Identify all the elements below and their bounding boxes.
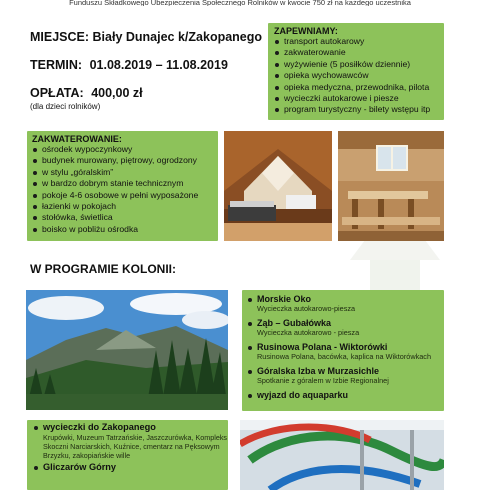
guarantee-item: opieka medyczna, przewodnika, pilota	[274, 82, 444, 93]
guarantee-item: program turystyczny - bilety wstępu itp	[274, 104, 444, 115]
accommodation-list	[32, 144, 218, 235]
program-item-title: Rusinowa Polana - Wiktorówki	[257, 342, 388, 352]
trip-item-title: Gliczarów Górny	[43, 462, 117, 472]
term-field	[30, 58, 228, 72]
program-item-title: Ząb – Gubałówka	[257, 318, 332, 328]
accommodation-title: ZAKWATEROWANIE:	[32, 134, 122, 144]
fee-label: OPŁATA:	[30, 86, 84, 100]
dining-room-photo	[338, 131, 444, 241]
program-item-subtitle: Spotkanie z góralem w Izbie Regionalnej	[257, 376, 389, 385]
accommodation-item: w stylu „góralskim”	[32, 167, 218, 178]
trip-item	[33, 462, 228, 473]
guarantee-item: wycieczki autokarowe i piesze	[274, 93, 444, 104]
fee-field	[30, 86, 143, 100]
place-value: Biały Dunajec k/Zakopanego	[92, 30, 263, 44]
trip-item-title: wycieczki do Zakopanego	[43, 422, 156, 432]
guarantee-list	[274, 36, 444, 116]
program-item-subtitle: Wycieczka autokarowo-piesza	[257, 304, 356, 313]
tatra-mountains-photo	[26, 290, 228, 410]
term-label: TERMIN:	[30, 58, 83, 72]
top-note: Funduszu Składkowego Ubezpieczenia Społecznego Rolników w kwocie 750 zł na każdego uczestnika	[69, 0, 411, 6]
guarantee-item: wyżywienie (5 posiłków dziennie)	[274, 59, 444, 70]
accommodation-item: pokoje 4-6 osobowe w pełni wyposażone	[32, 190, 218, 201]
accommodation-item: boisko w pobliżu ośrodka	[32, 224, 218, 235]
guarantee-item: transport autokarowy	[274, 36, 444, 47]
program-item	[247, 318, 444, 337]
trip-item	[33, 422, 228, 460]
guarantee-item: opieka wychowawców	[274, 70, 444, 81]
program-item-title: Góralska Izba w Murzasichle	[257, 366, 380, 376]
program-item-subtitle: Wycieczka autokarowo - piesza	[257, 328, 360, 337]
guarantee-box	[268, 23, 444, 120]
place-field	[30, 30, 262, 44]
accommodation-item: budynek murowany, piętrowy, ogrodzony	[32, 155, 218, 166]
accommodation-item: stołówka, świetlica	[32, 212, 218, 223]
place-label: MIEJSCE:	[30, 30, 90, 44]
fee-value: 400,00 zł	[91, 86, 143, 100]
attic-room-photo	[224, 131, 332, 241]
program-item-subtitle: Rusinowa Polana, bacówka, kaplica na Wiktorówkach	[257, 352, 431, 361]
program-item	[247, 366, 444, 385]
program-heading: W PROGRAMIE KOLONII:	[30, 262, 176, 276]
term-value: 01.08.2019 – 11.08.2019	[89, 58, 228, 72]
program-item-title: Morskie Oko	[257, 294, 312, 304]
program-item	[247, 294, 444, 313]
program-item-title: wyjazd do aquaparku	[257, 390, 349, 400]
fee-note: (dla dzieci rolników)	[30, 102, 101, 111]
accommodation-item: łazienki w pokojach	[32, 201, 218, 212]
program-item	[247, 390, 444, 400]
program-item	[247, 342, 444, 361]
guarantee-item: zakwaterowanie	[274, 47, 444, 58]
accommodation-box	[27, 131, 218, 241]
trip-item-subtitle: Krupówki, Muzeum Tatrzańskie, Jaszczurówka, Kompleks Skoczni Narciarskich, Kuźnice, cmentarz na Pęksowym Brzyzku, zakopiańskie wille	[43, 433, 228, 460]
program-box	[242, 290, 444, 411]
accommodation-item: w bardzo dobrym stanie technicznym	[32, 178, 218, 189]
trips-list	[33, 422, 228, 473]
guarantee-title: ZAPEWNIAMY:	[274, 26, 338, 36]
accommodation-item: ośrodek wypoczynkowy	[32, 144, 218, 155]
program-list	[247, 294, 444, 400]
